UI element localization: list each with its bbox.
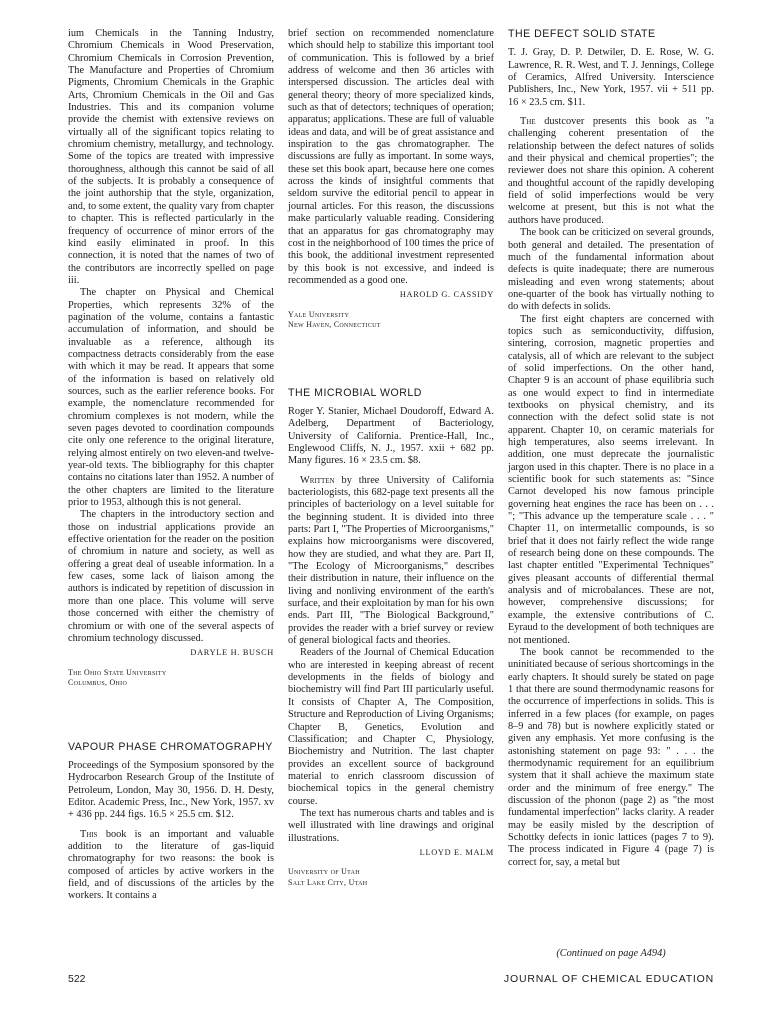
page-number: 522 (68, 973, 86, 985)
affiliation-line: Salt Lake City, Utah (288, 877, 368, 887)
reviewer-affiliation (288, 867, 494, 888)
paragraph: The book can be criticized on several grounds, both general and detailed. The presentation of much of the fundamental information about defects is quite inadequate; there are numerous misleading and even wrong statements; about one-quarter of the book has virtually nothing to do with defects in solids. (508, 227, 714, 313)
paragraph-text: book is an important and valuable addition to the literature of gas-liquid chromatography for two reasons: the book is composed of articles by active workers in the field, and of discussions of the articles by the workers. It contains a (68, 828, 274, 902)
review-heading: THE MICROBIAL WORLD (288, 386, 422, 399)
affiliation-line: Yale University (288, 309, 350, 319)
paragraph: The first eight chapters are concerned with topics such as semiconductivity, diffusion, sintering, corrosion, magnetic properties and catalysis, all of which are relevant to the subject of solid imperfections. On the other hand, Chapter 9 is an account of phase equilibria such as one would expect to find in intermediate textbooks on physical chemistry, and its connection with the defect solid state is not apparent. Chapter 10, on ceramic materials for high temperatures, also seems irrelevant. In addition, one must deprecate the journalistic jargon used in this chapter. There is no place in a scientific book for such statements as: "Since Carnot developed his now famous principle governing heat engines the race has been on . . . "; "This advance up the temperature scale . . . " Chapter 11, on intermetallic compounds, is so brief that it does not fairly reflect the wide range of research being done on these compounds. The last chapter entitled "Experimental Techniques" gives pleasant accounts of differential thermal analysis and of microbalances. These are not, however, comprehensive discussions; for example, the extensive contributions of C. Eyraud to the development of both techniques are not mentioned. (508, 313, 714, 646)
reviewer-signature: DARYLE H. BUSCH (190, 648, 274, 658)
run-in-word: This (80, 828, 98, 840)
journal-name: JOURNAL OF CHEMICAL EDUCATION (503, 973, 714, 985)
affiliation-line: New Haven, Connecticut (288, 320, 381, 330)
reviewer-signature: HAROLD G. CASSIDY (399, 290, 494, 300)
paragraph: The text has numerous charts and tables and is well illustrated with line drawings and original illustrations. (288, 807, 494, 844)
paragraph-text: dustcover presents this book as "a challenging coherent presentation of the relationship between the defect natures of solids and their physical and chemical properties"; the reviewer does not share this opinion. A coherent and thoughtful account of the rapidly developing field of solid imperfections would be very welcome at present, but this is not what the authors have produced. (508, 116, 714, 226)
book-citation: Proceedings of the Symposium sponsored by the Hydrocarbon Research Group of the Institute of Petroleum, London, May 30, 1956. D. H. Desty, Editor. Academic Press, Inc., New York, 1957. xv + 436 pp. 244 figs. 16.5 × 25.5 cm. $12. (68, 759, 274, 821)
paragraph: Readers of the Journal of Chemical Education who are interested in keeping abreast of recent developments in the fields of biology and biochemistry will find Part III particularly useful. It consists of Chapter A, The Composition, Structure and Reproduction of Living Organisms; Chapter B, Genetics, Evolution and Classification; and Chapter C, Physiology, Biochemistry and Nutrition. The last chapter provides an excellent source of background material to enrich classroom discussion of biochemical topics in the general chemistry course. (288, 647, 494, 807)
paragraph (508, 116, 714, 227)
book-citation: Roger Y. Stanier, Michael Doudoroff, Edward A. Adelberg, Department of Bacteriology, University of California. Prentice-Hall, Inc., Englewood Cliffs, N. J., 1957. xxii + 682 pp. Many figures. 16 × 23.5 cm. $8. (288, 405, 494, 467)
paragraph: The chapter on Physical and Chemical Properties, which represents 32% of the pagination of the volume, contains a fantastic accumulation of information, and should be invaluable as a reference, although its compactness detracts considerably from the ease with which it may be read. It appears that some of the information is based on relatively old sources, such as the earlier reference books. For example, the nomenclature recommended for chromium complexes is not modern, while the seven pages devoted to coordination compounds cite only one reference to the original literature, relying almost entirely on two eleven-and twelve-year-old texts. The bibliography for this chapter contains no citations later than 1952. A number of the other chapters are limited to the literature prior to 1953, although this is not general. (68, 287, 274, 509)
reviewer-affiliation (68, 668, 274, 689)
affiliation-line: The Ohio State University (68, 667, 167, 677)
paragraph: The chapters in the introductory section and those on industrial applications provide an effective orientation for the reader on the position of chromium in nature and society, as well as offering a great deal of useable information. In a few cases, some lack of liaison among the authors is indicated by repetition of discussion in more than one place. This volume will serve those concerned with either the chemistry of chromium or with one of the several aspects of chromium technology discussed. (68, 509, 274, 644)
column-2 (288, 28, 494, 888)
affiliation-line: University of Utah (288, 867, 360, 877)
continued-notice: (Continued on page A494) (556, 948, 666, 959)
reviewer-affiliation (288, 310, 494, 331)
paragraph: ium Chemicals in the Tanning Industry, Chromium Chemicals in Wood Preservation, Chromium Chemicals in Corrosion Prevention, The Manufacture and Properties of Chromium Pigments, Chromium Chemicals in the Graphic Arts, Chromium Chemicals in the Oil and Gas Industries. This and its companion volume provide the chemist with extensive reviews on virtually all of the significant topics relating to chromium chemistry, metallurgy, and technology. Some of the topics are treated with impressive thoroughness, although this cannot be said of all of the subjects. It is probably a consequence of the joint authorship that the style, organization, and, to some extent, the quality vary from chapter to chapter. This is reflected particularly in the frequency of occurrence of minor errors of the kind easily eliminated in proof. In this connection, it is noted that the names of two of the contributors are incorrectly spelled on page iii. (68, 28, 274, 286)
affiliation-line: Columbus, Ohio (68, 678, 128, 688)
paragraph (288, 475, 494, 648)
review-heading: THE DEFECT SOLID STATE (508, 28, 656, 40)
column-3 (508, 28, 714, 869)
paragraph: brief section on recommended nomenclature which should help to stabilize this important tool of communication. This is followed by a brief address of welcome and then 36 articles with interspersed discussion. The articles deal with general theory; theory of more specialized kinds, such as that of detectors; techniques of operation; apparatus; applications. These are full of valuable ideas and data, and will be of great assistance and inspiration to the gas chromatographer. The discussions are fully as important. In some ways, these set this book apart, because here one comes across the kinds of insightful comments that seldom survive the editorial pencil to appear in journal articles. For this reason, the discussions make particularly valuable reading. Considering that an apparatus for gas chromatography may cost in the neighborhood of 100 times the price of this book, the additional investment represented by this book is not excessive, and indeed is recommended as a good one. (288, 28, 494, 286)
run-in-word: The (520, 116, 536, 128)
paragraph (68, 829, 274, 903)
column-1 (68, 28, 274, 903)
paragraph-text: by three University of California bacteriologists, this 682-page text presents all the principles of bacteriology on a level suitable for the beginning student. It is divided into three parts: Part I, "The Properties of Microorganisms," explains how microorganisms were discovered, how they are studied, and what they are. Part II, "The Ecology of Microorganisms," describes their distribution in nature, their influence on the living and nonliving environment of the earth's surface, and their exploitation by man for his own ends. Part III, "The Biological Background," provides the reader with a brief survey or review of general biological facts and theories. (288, 474, 494, 647)
book-citation: T. J. Gray, D. P. Detwiler, D. E. Rose, W. G. Lawrence, R. R. West, and T. J. Jennings, College of Ceramics, Alfred University. Interscience Publishers, Inc., New York, 1957. vii + 511 pp. 16 × 23.5 cm. $11. (508, 47, 714, 108)
paragraph: The book cannot be recommended to the uninitiated because of serious shortcomings in the early chapters. It should surely be stated on page 1 that there are sound thermodynamic reasons for the occurrence of imperfections in solids. This is inferred in a few places (for example, on pages 8–9 and 78) but is nowhere explicitly stated or given any emphasis. Yet more confusing is the astonishing statement on page 93: " . . . the thermodynamic requirement for an equilibrium system that it shall achieve the maximum state order and the minimum of free energy." The discussion of the phonon (page 2) as "the most fundamental imperfection" lacks clarity. A reader may be easily misled by the description of Schottky defects in ionic lattices (pages 7 to 9). The process indicated in Figure 4 (page 7) is correct for, say, a metal but (508, 646, 714, 868)
reviewer-signature: LLOYD E. MALM (419, 847, 494, 857)
review-heading: VAPOUR PHASE CHROMATOGRAPHY (68, 740, 273, 753)
run-in-word: Written (300, 474, 335, 486)
